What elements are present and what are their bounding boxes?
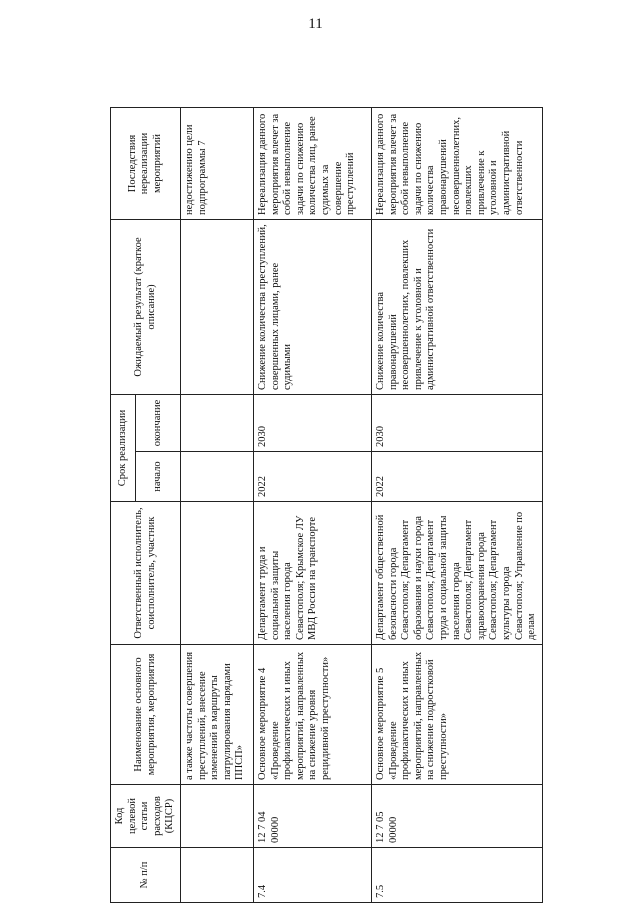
row-end: 2030: [254, 394, 372, 451]
row-responsible: [181, 502, 254, 645]
row-result: Снижение количества правонарушений несовершеннолетних, повлекших привлечение к уголовной и административной ответственности: [372, 219, 543, 394]
row-result: [181, 219, 254, 394]
rotated-table-container: [110, 108, 538, 903]
header-end: окончание: [136, 394, 181, 451]
row-num: 7.4: [254, 848, 372, 903]
row-name: Основное мероприятие 4 «Проведение профилактических и иных мероприятий, направленных на снижение уровня рецидивной преступности»: [254, 645, 372, 785]
row-consequences: Нереализация данного мероприятия влечет за собой невыполнение задачи по снижению количества лиц, ранее судимых за совершение преступлений: [254, 107, 372, 219]
header-code: Код целевой статьи расходов (КЦСР): [111, 785, 181, 848]
row-num: 7.5: [372, 848, 543, 903]
header-responsible: Ответственный исполнитель, соисполнитель, участник: [111, 502, 181, 645]
row-consequences: Нереализация данного мероприятия влечет за собой невыполнение задачи по снижению количества правонарушений несовершеннолетних, повлекших привлечение к уголовной и административной ответственности: [372, 107, 543, 219]
row-start: 2022: [254, 452, 372, 502]
header-result: Ожидаемый результат (краткое описание): [111, 219, 181, 394]
header-period: Срок реализации: [111, 394, 136, 501]
row-end: 2030: [372, 394, 543, 451]
row-num: [181, 848, 254, 903]
row-code: [181, 785, 254, 848]
row-responsible: Департамент общественной безопасности города Севастополя; Департамент образования и науки города Севастополя; Департамент труда и социальной защиты населения города Севастополя; Департамент здравоохранения города Севастополя; Департамент культуры города Севастополя; Управление по делам: [372, 502, 543, 645]
measures-table: [110, 107, 543, 903]
row-start: [181, 452, 254, 502]
row-start: 2022: [372, 452, 543, 502]
header-consequences: Последствия нереализации мероприятий: [111, 107, 181, 219]
row-consequences: недостижению цели подпрограммы 7: [181, 107, 254, 219]
header-name: Наименование основного мероприятия, мероприятия: [111, 645, 181, 785]
page-number: 11: [308, 16, 323, 32]
row-end: [181, 394, 254, 451]
row-name: а также частоты совершения преступлений, внесение изменений в маршруты патрулирования нарядами ППСП»: [181, 645, 254, 785]
table-row: [181, 107, 254, 902]
row-name: Основное мероприятие 5 «Проведение профилактических и иных мероприятий, направленных на снижение подростковой преступности»: [372, 645, 543, 785]
row-code: 12 7 05 00000: [372, 785, 543, 848]
header-start: начало: [136, 452, 181, 502]
row-responsible: Департамент труда и социальной защиты населения города Севастополя; Крымское ЛУ МВД России на транспорте: [254, 502, 372, 645]
row-result: Снижение количества преступлений, совершенных лицами, ранее судимыми: [254, 219, 372, 394]
row-code: 12 7 04 00000: [254, 785, 372, 848]
table-row: [372, 107, 543, 902]
header-num: № п/п: [111, 848, 181, 903]
table-row: [254, 107, 372, 902]
